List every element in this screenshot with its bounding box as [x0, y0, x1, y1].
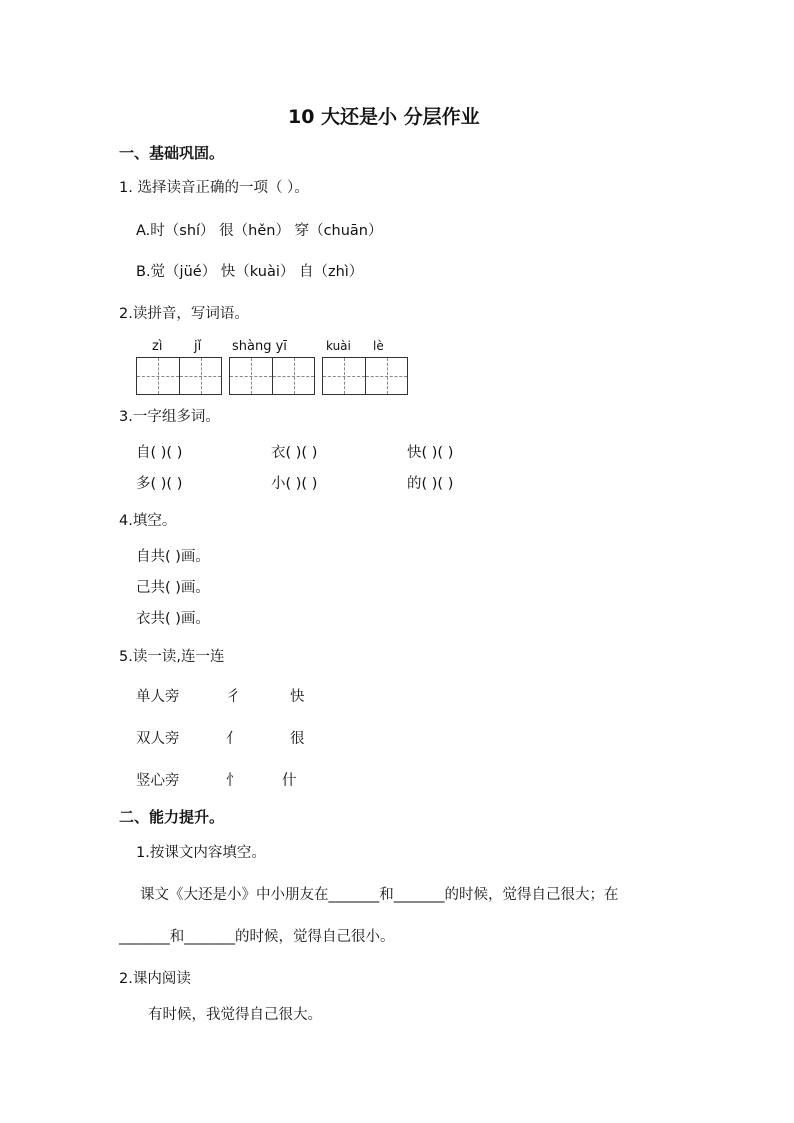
stroke-count-yi: 衣共( )画。: [136, 611, 210, 627]
word-group-xiao: 小( )( ): [271, 476, 318, 492]
pinyin-shang-yi: shàng yī: [232, 339, 287, 354]
writing-cell[interactable]: [323, 358, 365, 394]
word-group-duo: 多( )( ): [136, 476, 183, 492]
writing-cell[interactable]: [179, 358, 221, 394]
section-heading-basics: 一、基础巩固。: [119, 144, 225, 162]
word-group-kuai: 快( )( ): [407, 445, 454, 461]
writing-cell[interactable]: [272, 358, 314, 394]
word-group-de: 的( )( ): [407, 476, 454, 492]
stroke-count-ji: 己共( )画。: [136, 580, 210, 596]
question-1-option-a: A.时（shí） 很（hěn） 穿（chuān）: [136, 223, 383, 239]
writing-grid-shangyi[interactable]: [229, 357, 315, 395]
question-2-stem: 2.读拼音，写词语。: [119, 306, 249, 322]
radical-glyph: 彳: [226, 689, 241, 705]
writing-cell[interactable]: [137, 358, 179, 394]
radical-name: 双人旁: [136, 731, 180, 747]
question-1-stem: 1. 选择读音正确的一项（ ）。: [119, 180, 309, 196]
writing-cell[interactable]: [230, 358, 272, 394]
word-group-zi: 自( )( ): [136, 445, 183, 461]
page-title: 10 大还是小 分层作业: [288, 106, 480, 128]
match-character: 什: [282, 773, 297, 789]
fill-blank-line-1: 课文《大还是小》中小朋友在_______和_______的时候，觉得自己很大；在: [140, 887, 619, 903]
pinyin-kuai: kuài: [326, 339, 351, 353]
radical-glyph: 忄: [226, 773, 241, 789]
writing-grid-ziji[interactable]: [136, 357, 222, 395]
question-3-stem: 3.一字组多词。: [119, 409, 220, 425]
reading-passage-line-1: 有时候，我觉得自己很大。: [148, 1007, 322, 1023]
pinyin-ji: jǐ: [194, 339, 202, 354]
ability-question-1-stem: 1.按课文内容填空。: [136, 845, 266, 861]
section-heading-ability: 二、能力提升。: [119, 808, 225, 826]
question-5-stem: 5.读一读,连一连: [119, 649, 225, 665]
writing-grid-kuaile[interactable]: [322, 357, 408, 395]
radical-name: 竖心旁: [136, 773, 180, 789]
pinyin-le: lè: [373, 339, 384, 353]
fill-blank-line-2: _______和_______的时候，觉得自己很小。: [119, 929, 395, 945]
stroke-count-zi: 自共( )画。: [136, 549, 210, 565]
question-1-option-b: B.觉（jüé） 快（kuài） 自（zhì）: [136, 264, 364, 280]
radical-glyph: 亻: [226, 731, 241, 747]
word-group-yi: 衣( )( ): [271, 445, 318, 461]
question-4-stem: 4.填空。: [119, 513, 177, 529]
writing-cell[interactable]: [365, 358, 407, 394]
match-character: 很: [290, 731, 305, 747]
ability-question-2-stem: 2.课内阅读: [119, 971, 191, 987]
match-character: 快: [290, 689, 305, 705]
pinyin-zi: zì: [152, 339, 163, 354]
radical-name: 单人旁: [136, 689, 180, 705]
